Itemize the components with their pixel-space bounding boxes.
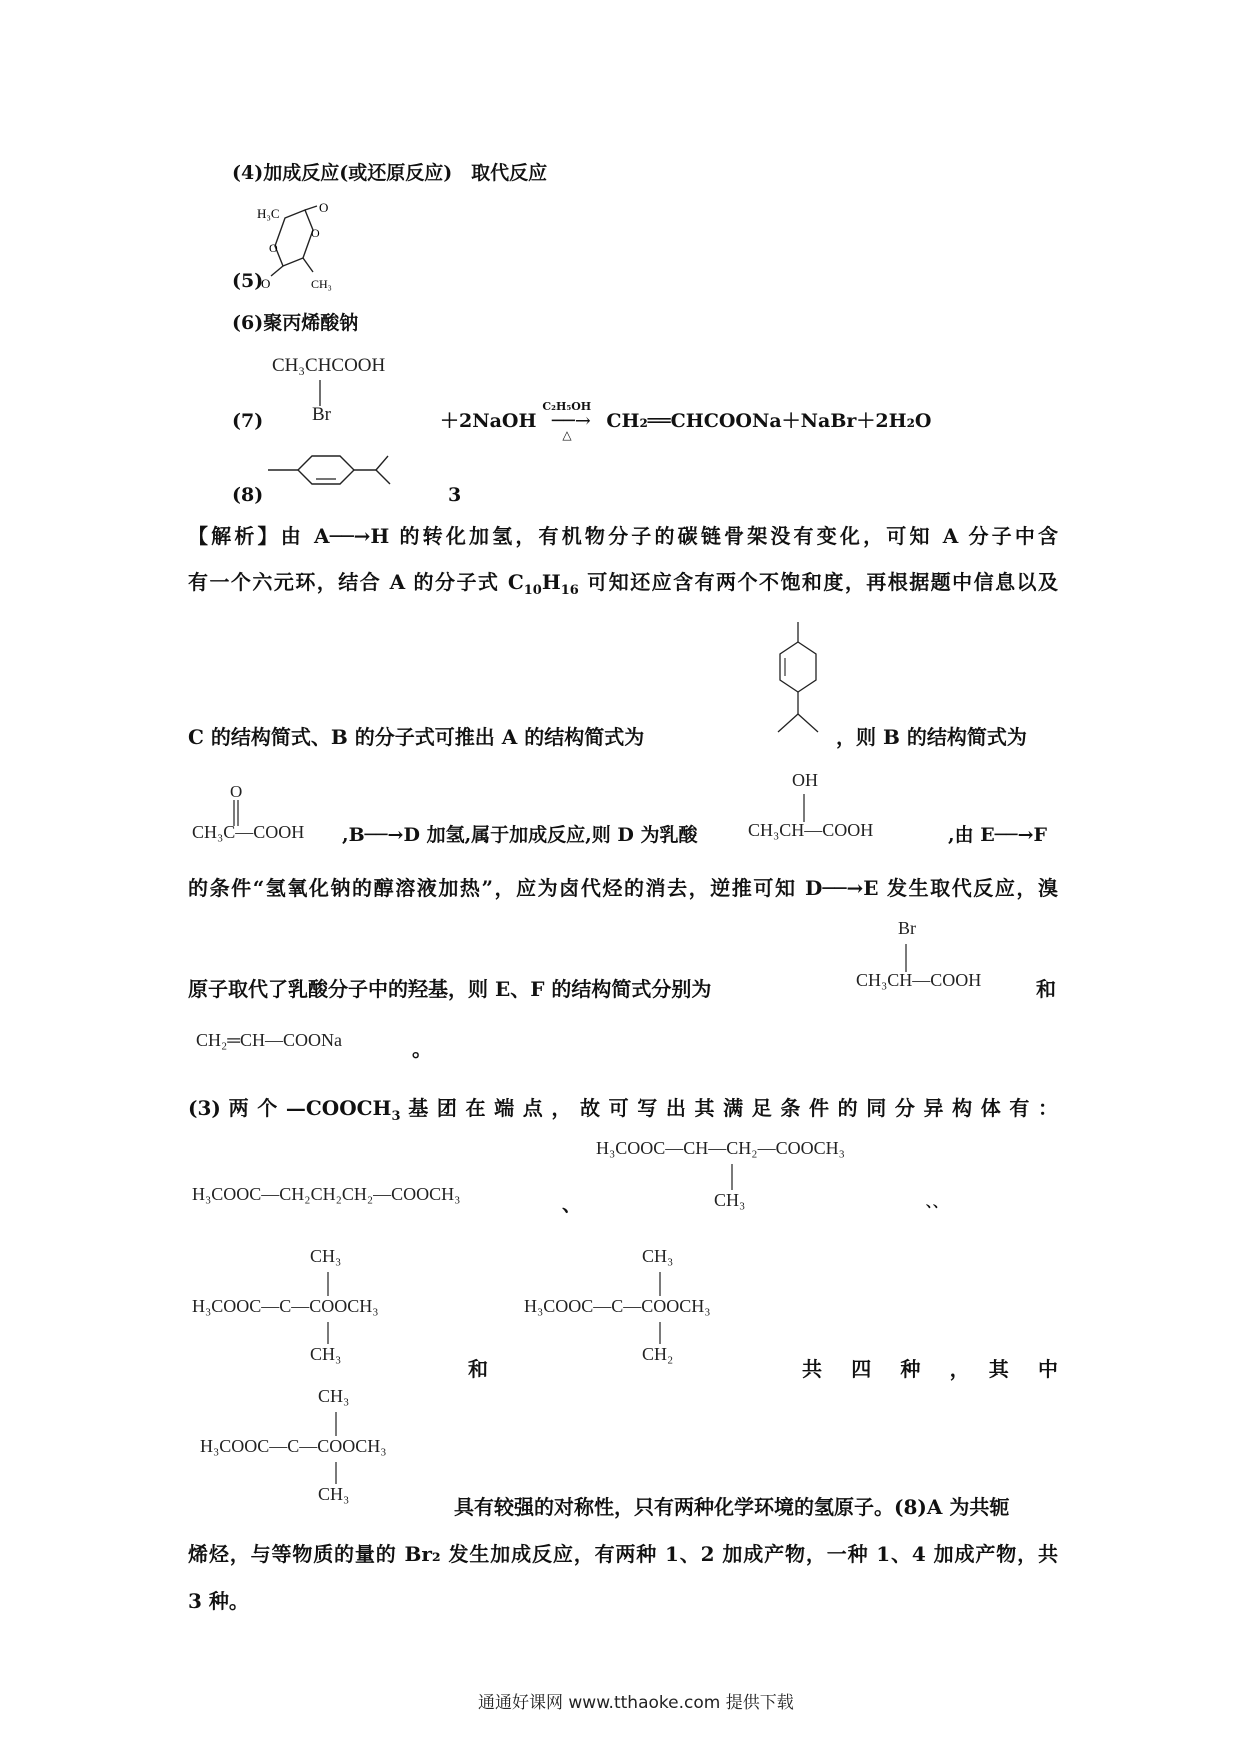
isomer-1: H₃COOC—CH₂CH₂CH₂—COOCH₃ [192, 1184, 461, 1204]
analysis-line-6-post: 和 [1036, 977, 1056, 1001]
analysis-text: 可知还应含有两个不饱和度，再根据题中信息以及 [578, 570, 1059, 594]
ring-oxygen-label: O [269, 241, 278, 255]
symmetric-isomer-bottom: CH₃ [318, 1484, 350, 1504]
d-formula: CH₃CH—COOH [748, 820, 874, 840]
analysis-line-5: 的条件“氢氧化钠的醇溶液加热”，应为卤代烃的消去，逆推可知 D──→E 发生取代反应，溴 [188, 876, 1058, 900]
b-formula: CH₃C—COOH [192, 822, 305, 842]
arrow-condition-top: C₂H₅OH [542, 400, 592, 413]
answer-8-label: (8) [232, 484, 264, 506]
lactide-structure [255, 202, 355, 294]
analysis-text: H [541, 570, 561, 594]
symmetric-isomer: H₃COOC—C—COOCH₃ [200, 1436, 387, 1456]
b-carbonyl-o: O [230, 782, 243, 801]
reaction-arrow: C₂H₅OH ──→ △ [536, 408, 606, 434]
naoh-text: ＋2NaOH [440, 410, 537, 432]
analysis-text: 由 A──→H 的转化加氢，有机物分子的碳链骨架没有变化，可知 A 分子中含 [280, 524, 1059, 548]
answer-4 [232, 160, 547, 186]
isomer-4: H₃COOC—C—COOCH₃ [524, 1296, 711, 1316]
analysis-line-6-pre: 原子取代了乳酸分子中的羟基，则 E、F 的结构简式分别为 [188, 977, 712, 1001]
isomer-4-bottom: CH₂ [642, 1344, 674, 1364]
answer-text: 加成反应(或还原反应) 取代反应 [263, 162, 548, 184]
and-text: 和 [468, 1357, 488, 1381]
limonene-like-structure [268, 448, 428, 492]
isomer-3-bottom: CH₃ [310, 1344, 342, 1364]
f-formula: CH₂═CH—COONa [196, 1030, 343, 1050]
e-bromine: Br [898, 918, 916, 938]
h3c-label: H₃C [257, 206, 280, 221]
final-line-2: 3 种。 [188, 1589, 249, 1613]
reaction-equation [440, 400, 932, 442]
isomer-2-branch: CH₃ [714, 1190, 746, 1210]
answer-7-label: (7) [232, 410, 264, 432]
isomer-3: H₃COOC—C—COOCH₃ [192, 1296, 379, 1316]
d-oh-bond [802, 794, 808, 822]
final-line-1: 烯烃，与等物质的量的 Br₂ 发生加成反应，有两种 1、2 加成产物，一种 1、4 加成产物，共 [188, 1542, 1058, 1566]
isomer-3-top: CH₃ [310, 1246, 342, 1266]
d-hydroxyl: OH [792, 770, 818, 790]
answer-text: 聚丙烯酸钠 [263, 312, 359, 334]
answer-8-count: 3 [448, 484, 462, 506]
analysis-end: 。 [412, 1037, 432, 1061]
answer-5-label: (5) [232, 270, 264, 292]
products-text: CH₂══CHCOONa＋NaBr＋2H₂O [606, 410, 932, 432]
ch3-label: CH₃ [311, 277, 332, 291]
analysis-line-3-pre: C 的结构简式、B 的分子式可推出 A 的结构简式为 [188, 725, 645, 749]
subscript: 3 [391, 1109, 401, 1124]
symmetric-bottom-bond [334, 1462, 340, 1484]
separator: 、、 [926, 1195, 947, 1211]
br-bond [318, 380, 324, 406]
symmetry-text: 具有较强的对称性，只有两种化学环境的氢原子。(8)A 为共轭 [454, 1495, 1010, 1519]
analysis-line-3-post: ，则 B 的结构简式为 [836, 725, 1027, 749]
isomer-3-top-bond [326, 1272, 332, 1296]
analysis-line-4-mid: ,B──→D 加氢,属于加成反应,则 D 为乳酸 [342, 824, 698, 846]
isomer-4-top: CH₃ [642, 1246, 674, 1266]
reactant-formula: CH₃CHCOOH [272, 355, 386, 376]
subscript: 16 [560, 583, 579, 598]
e-formula: CH₃CH—COOH [856, 970, 982, 990]
analysis-bracket-label: 【解析】 [188, 524, 281, 548]
analysis-text: 有一个六元环，结合 A 的分子式 C [188, 570, 524, 594]
answer-label: (6) [232, 312, 264, 334]
symmetric-top-bond [334, 1412, 340, 1436]
oxygen-label: O [319, 202, 329, 215]
symmetric-isomer-top: CH₃ [318, 1386, 350, 1406]
isomer-3-bottom-bond [326, 1322, 332, 1344]
part3-intro [188, 1094, 1058, 1122]
part3-text: 基 团 在 端 点 ， 故 可 写 出 其 满 足 条 件 的 同 分 异 构 体 有 ： [400, 1096, 1058, 1120]
total-text: 共 四 种 ， 其 中 [802, 1357, 1058, 1381]
oxygen-label: O [261, 276, 271, 291]
analysis-line-1 [188, 522, 1058, 550]
analysis-line-2 [188, 568, 1058, 596]
ring-oxygen-label: O [311, 226, 320, 240]
reactant-br: Br [312, 404, 331, 425]
footer-text: 通通好课网 www.tthaoke.com 提供下载 [478, 1693, 794, 1713]
isomer-2: H₃COOC—CH—CH₂—COOCH₃ [596, 1138, 845, 1158]
arrow-condition-bottom: △ [562, 428, 572, 442]
answer-6 [232, 310, 358, 336]
subscript: 10 [523, 583, 542, 598]
analysis-line-4-post: ,由 E──→F [948, 824, 1047, 846]
separator: 、 [562, 1194, 582, 1216]
isomer-2-branch-bond [730, 1164, 736, 1190]
compound-a-structure [768, 622, 828, 762]
e-br-bond [904, 944, 910, 972]
answer-label: (4) [232, 162, 264, 184]
part3-text: (3) 两 个 —COOCH [188, 1096, 392, 1120]
isomer-4-bottom-bond [658, 1322, 664, 1344]
isomer-4-top-bond [658, 1272, 664, 1296]
